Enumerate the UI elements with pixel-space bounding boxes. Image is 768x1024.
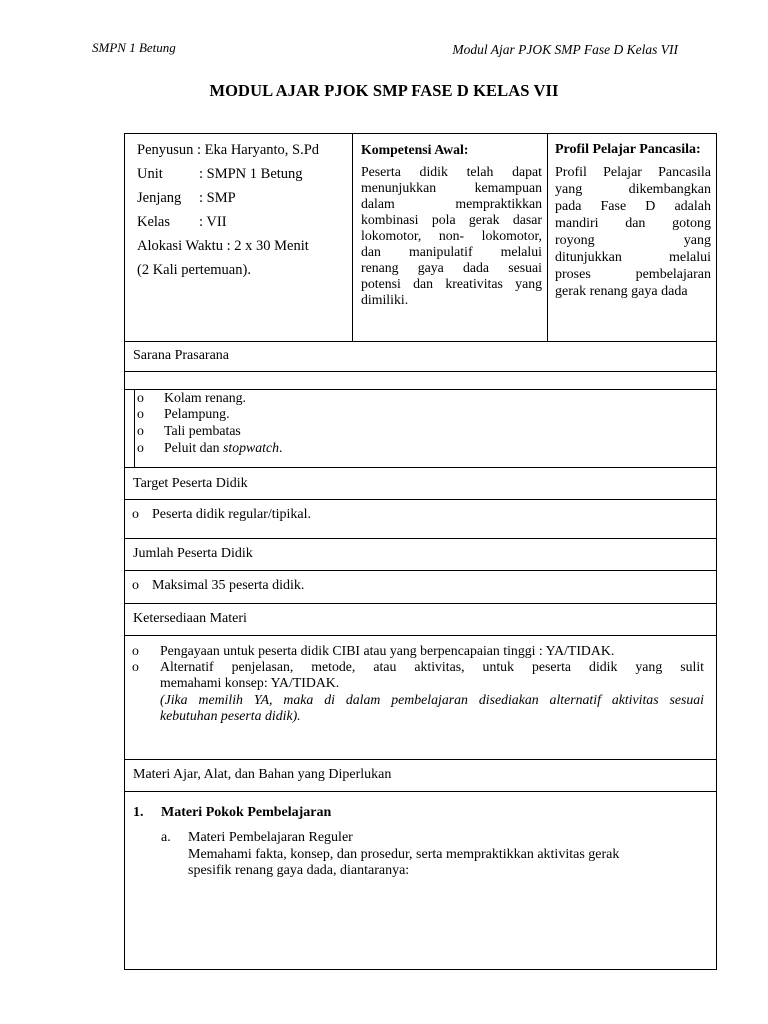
ketersediaan-bullet: o — [132, 643, 139, 658]
jenjang-label: Jenjang — [137, 190, 182, 206]
jumlah-label: Jumlah Peserta Didik — [133, 546, 253, 561]
sarana-bullet: o — [137, 423, 144, 438]
sarana-item: Peluit dan stopwatch. — [164, 440, 283, 455]
target-label: Target Peserta Didik — [133, 476, 248, 491]
row-divider — [124, 538, 717, 539]
profil-heading: Profil Pelajar Pancasila: — [555, 142, 701, 157]
target-bullet: o — [132, 507, 139, 522]
row-divider — [124, 371, 717, 372]
header-school: SMPN 1 Betung — [92, 40, 176, 55]
penyusun-text: Penyusun : Eka Haryanto, S.Pd — [137, 142, 320, 158]
kompetensi-paragraph: Peserta didik telah dapat menunjukkan kemampuan dalam mempraktikkan kombinasi pola gerak dasar lokomotor, non- lokomotor, dan manipulatif melalui renang gaya dada sesuai potensi dan kreativitas yang dimiliki. — [361, 164, 542, 307]
sarana-bullet: o — [137, 440, 144, 455]
col-divider-2 — [547, 133, 548, 341]
kelas-value: : VII — [199, 214, 227, 230]
jenjang-value: : SMP — [199, 190, 236, 206]
sarana-item: Tali pembatas — [164, 423, 241, 438]
target-item: Peserta didik regular/tipikal. — [152, 507, 312, 522]
sarana-item: Pelampung. — [164, 406, 230, 421]
ketersediaan-note: (Jika memilih YA, maka di dalam pembelajaran disediakan alternatif aktivitas sesuai kebutuhan peserta didik). — [160, 692, 704, 723]
sub-paragraph-line: spesifik renang gaya dada, diantaranya: — [188, 863, 410, 878]
page-title: MODUL AJAR PJOK SMP FASE D KELAS VII — [209, 81, 559, 100]
row-divider — [124, 570, 717, 571]
list-margin-line — [134, 389, 135, 467]
kelas-label: Kelas — [137, 214, 171, 230]
section-title: Materi Pokok Pembelajaran — [161, 805, 332, 820]
ketersediaan-item: Alternatif penjelasan, metode, atau aktivitas, untuk peserta didik yang sulit memahami konsep: YA/TIDAK. — [160, 659, 704, 690]
row-divider — [124, 603, 717, 604]
sub-title: Materi Pembelajaran Reguler — [188, 830, 353, 845]
sub-letter: a. — [161, 830, 171, 845]
jumlah-item: Maksimal 35 peserta didik. — [152, 578, 305, 593]
sarana-bullet: o — [137, 390, 144, 405]
header-module: Modul Ajar PJOK SMP Fase D Kelas VII — [452, 42, 678, 57]
pertemuan-text: (2 Kali pertemuan). — [137, 262, 251, 278]
unit-label: Unit — [137, 166, 163, 182]
row-divider — [124, 759, 717, 760]
ketersediaan-item: Pengayaan untuk peserta didik CIBI atau yang berpencapaian tinggi : YA/TIDAK. — [160, 643, 615, 658]
row-divider — [124, 635, 717, 636]
sarana-bullet: o — [137, 406, 144, 421]
jumlah-bullet: o — [132, 578, 139, 593]
profil-paragraph: Profil Pelajar Pancasila yang dikembangkan pada Fase D adalah mandiri dan gotong royong yang ditunjukkan melalui proses pembelajaran gerak renang gaya dada — [555, 165, 711, 299]
alokasi-text: Alokasi Waktu : 2 x 30 Menit — [137, 238, 309, 254]
row-divider — [124, 499, 717, 500]
kompetensi-heading: Kompetensi Awal: — [361, 142, 469, 157]
ketersediaan-bullet: o — [132, 659, 139, 674]
ketersediaan-label: Ketersediaan Materi — [133, 611, 247, 626]
materi-label: Materi Ajar, Alat, dan Bahan yang Diperlukan — [133, 767, 392, 782]
section-number: 1. — [133, 805, 144, 820]
sarana-item: Kolam renang. — [164, 390, 246, 405]
row-divider — [124, 791, 717, 792]
sarana-label: Sarana Prasarana — [133, 348, 230, 363]
col-divider-1 — [352, 133, 353, 341]
row-divider — [124, 467, 717, 468]
sub-paragraph-line: Memahami fakta, konsep, dan prosedur, serta mempraktikkan aktivitas gerak — [188, 847, 620, 862]
row-divider — [124, 341, 717, 342]
unit-value: : SMPN 1 Betung — [199, 166, 303, 182]
